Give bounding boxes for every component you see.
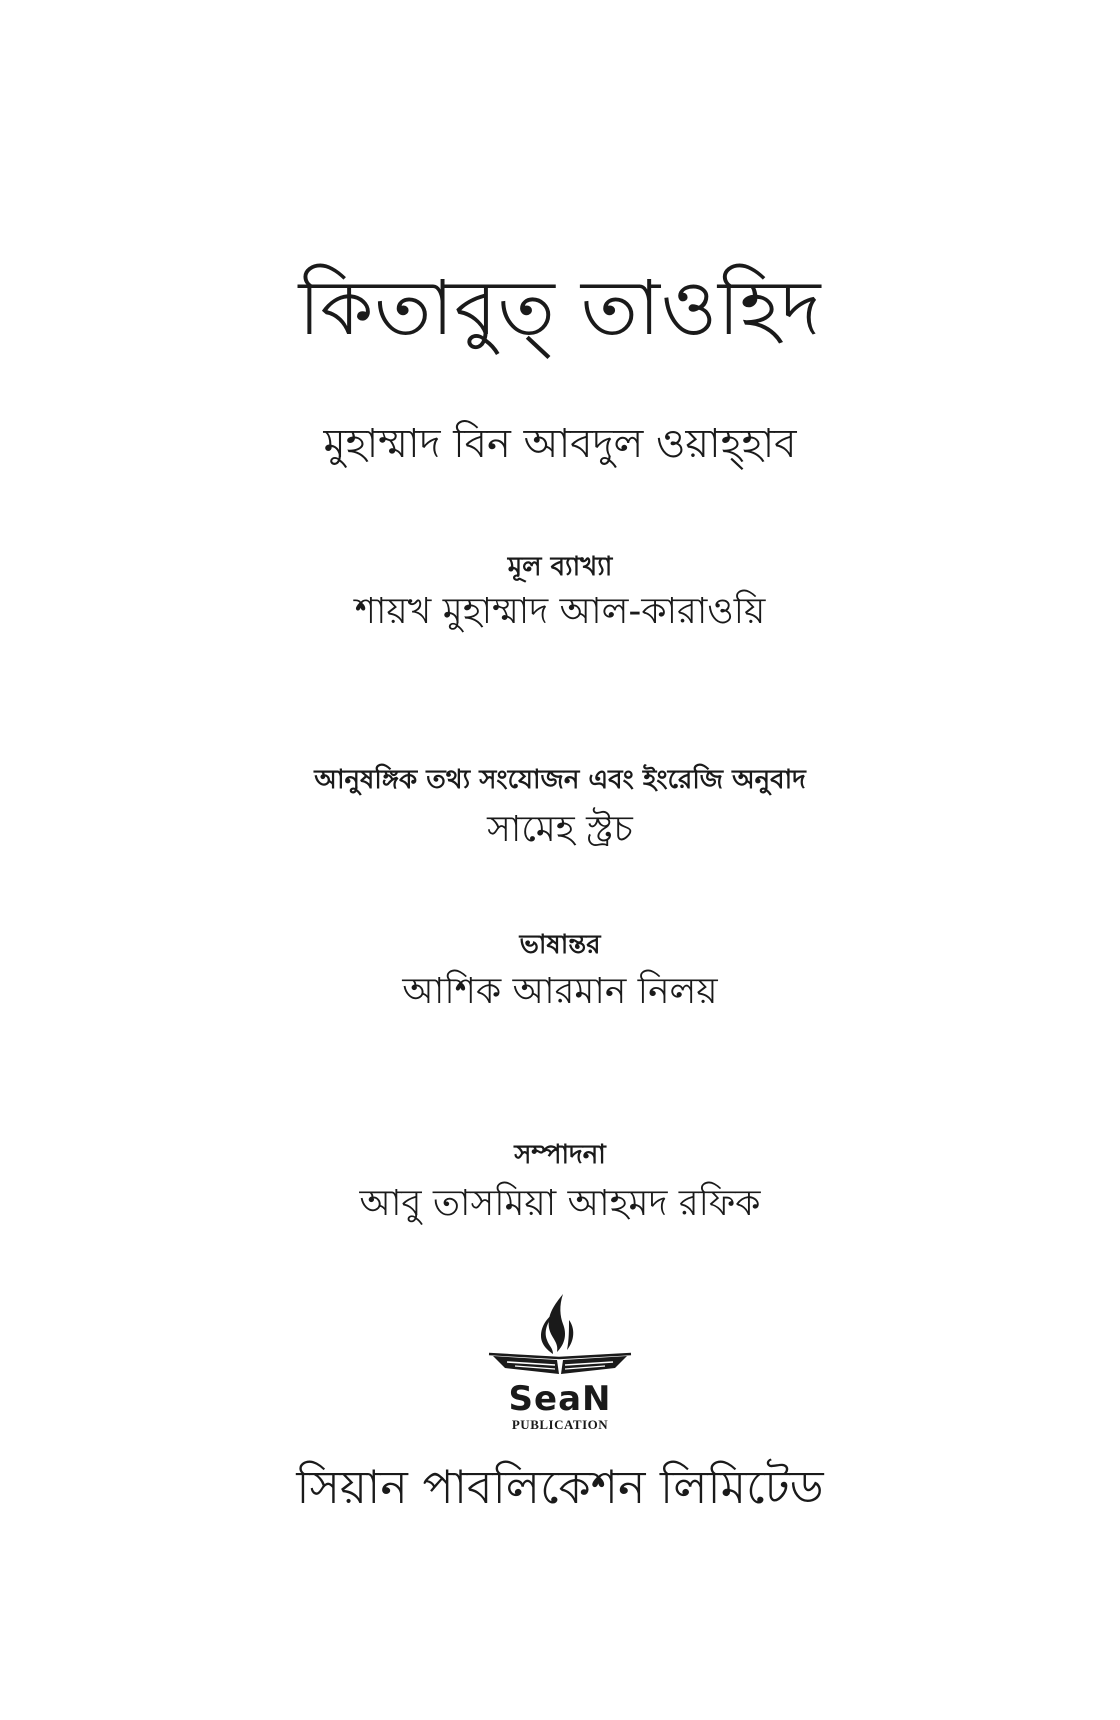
credit-role-commentary: মূল ব্যাখ্যা xyxy=(507,552,613,582)
logo-wordmark: SeaN xyxy=(508,1379,612,1419)
credit-name-translation: আশিক আরমান নিলয় xyxy=(402,971,718,1012)
credit-name-editing: আবু তাসমিয়া আহমদ রফিক xyxy=(359,1183,761,1224)
publisher-name: সিয়ান পাবলিকেশন লিমিটেড xyxy=(296,1460,824,1514)
logo-subtitle: PUBLICATION xyxy=(511,1417,609,1432)
credit-role-editing: সম্পাদনা xyxy=(514,1140,606,1170)
credit-name-english-translation: সামেহ স্ট্রচ xyxy=(487,809,633,850)
credit-role-english-translation: আনুষঙ্গিক তথ্য সংযোজন এবং ইংরেজি অনুবাদ xyxy=(314,765,806,795)
flame-over-open-book-icon xyxy=(485,1290,635,1385)
book-title: কিতাবুত্ তাওহিদ xyxy=(298,263,822,352)
book-author: মুহাম্মাদ বিন আবদুল ওয়াহ্হাব xyxy=(323,421,797,467)
credit-name-commentary: শায়খ মুহাম্মাদ আল-কারাওয়ি xyxy=(354,591,766,632)
credit-role-translation: ভাষান্তর xyxy=(519,930,601,960)
publisher-logo xyxy=(485,1290,635,1440)
